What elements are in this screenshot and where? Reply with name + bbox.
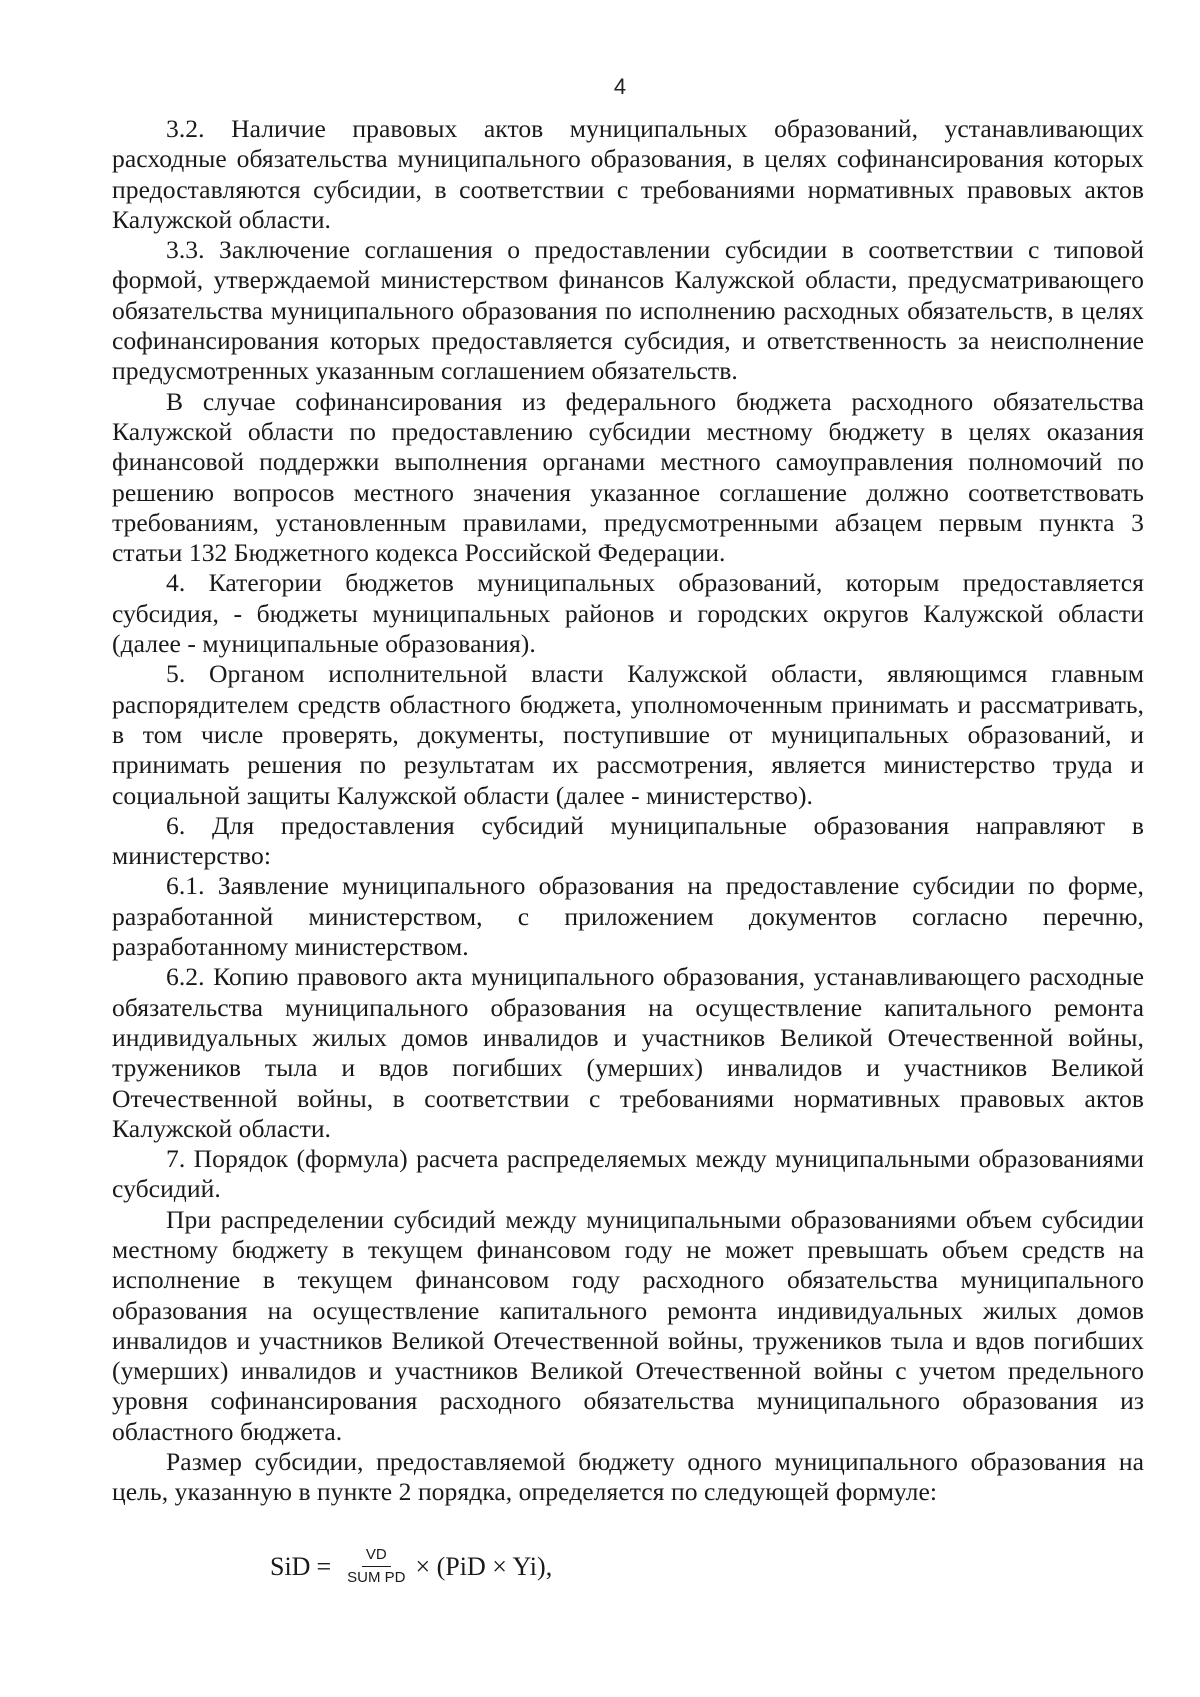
paragraph-7: 7. Порядок (формула) расчета распределяемых между муниципальными образованиями субсидий. — [112, 1144, 1144, 1204]
paragraph-6-1: 6.1. Заявление муниципального образования на предоставление субсидии по форме, разработанной министерством, с приложением документов согласно перечню, разработанному министерством. — [112, 871, 1144, 962]
paragraph-federal-cofinancing: В случае софинансирования из федерального бюджета расходного обязательства Калужской области по предоставлению субсидии местному бюджету в целях оказания финансовой поддержки выполнения органами местного самоуправления полномочий по решению вопросов местного значения указанное соглашение должно соответствовать требованиям, установленным правилами, предусмотренными абзацем первым пункта 3 статьи 132 Бюджетного кодекса Российской Федерации. — [112, 386, 1144, 568]
formula-numerator: VD — [362, 1546, 391, 1567]
formula-fraction — [343, 1546, 409, 1587]
paragraph-3-2: 3.2. Наличие правовых актов муниципальных образований, устанавливающих расходные обязательства муниципального образования, в целях софинансирования которых предоставляются субсидии, в соответствии с требованиями нормативных правовых актов Калужской области. — [112, 114, 1144, 234]
paragraph-6-2: 6.2. Копию правового акта муниципального образования, устанавливающего расходные обязательства муниципального образования на осуществление капитального ремонта индивидуальных жилых домов инвалидов и участников Великой Отечественной войны, тружеников тыла и вдов погибших (умерших) инвалидов и участников Великой Отечественной войны, в соответствии с требованиями нормативных правовых актов Калужской области. — [112, 962, 1144, 1143]
paragraph-formula-intro: Размер субсидии, предоставляемой бюджету одного муниципального образования на цель, указанную в пункте 2 порядка, определяется по следующей формуле: — [112, 1447, 1144, 1507]
paragraph-distribution: При распределении субсидий между муниципальными образованиями объем субсидии местному бюджету в текущем финансовом году не может превышать объем средств на исполнение в текущем финансовом году расходного обязательства муниципального образования на осуществление капитального ремонта индивидуальных жилых домов инвалидов и участников Великой Отечественной войны, тружеников тыла и вдов погибших (умерших) инвалидов и участников Великой Отечественной войны с учетом предельного уровня софинансирования расходного обязательства муниципального образования из областного бюджета. — [112, 1204, 1144, 1446]
formula-denominator: SUM PD — [347, 1569, 406, 1586]
paragraph-6: 6. Для предоставления субсидий муниципальные образования направляют в министерство: — [112, 810, 1144, 871]
paragraph-4: 4. Категории бюджетов муниципальных образований, которым предоставляется субсидия, - бюджеты муниципальных районов и городских округов Калужской области (далее - муниципальные образования). — [112, 568, 1144, 659]
formula-equals: = — [316, 1551, 332, 1581]
paragraph-5: 5. Органом исполнительной власти Калужской области, являющимся главным распорядителем средств областного бюджета, уполномоченным принимать и рассматривать, в том числе проверять, документы, поступившие от муниципальных образований, и принимать решения по результатам их рассмотрения, является министерство труда и социальной защиты Калужской области (далее - министерство). — [112, 659, 1144, 810]
paragraph-3-3: 3.3. Заключение соглашения о предоставлении субсидии в соответствии с типовой формой, утверждаемой министерством финансов Калужской области, предусматривающего обязательства муниципального образования по исполнению расходных обязательств, в целях софинансирования которых предоставляется субсидия, и ответственность за неисполнение предусмотренных указанным соглашением обязательств. — [112, 235, 1144, 386]
formula-lhs: SiD — [270, 1551, 311, 1581]
formula-rhs: × (PiD × Yi), — [415, 1551, 553, 1581]
document-body — [112, 114, 1144, 1508]
subsidy-formula — [270, 1546, 552, 1587]
page-number: 4 — [613, 74, 627, 99]
